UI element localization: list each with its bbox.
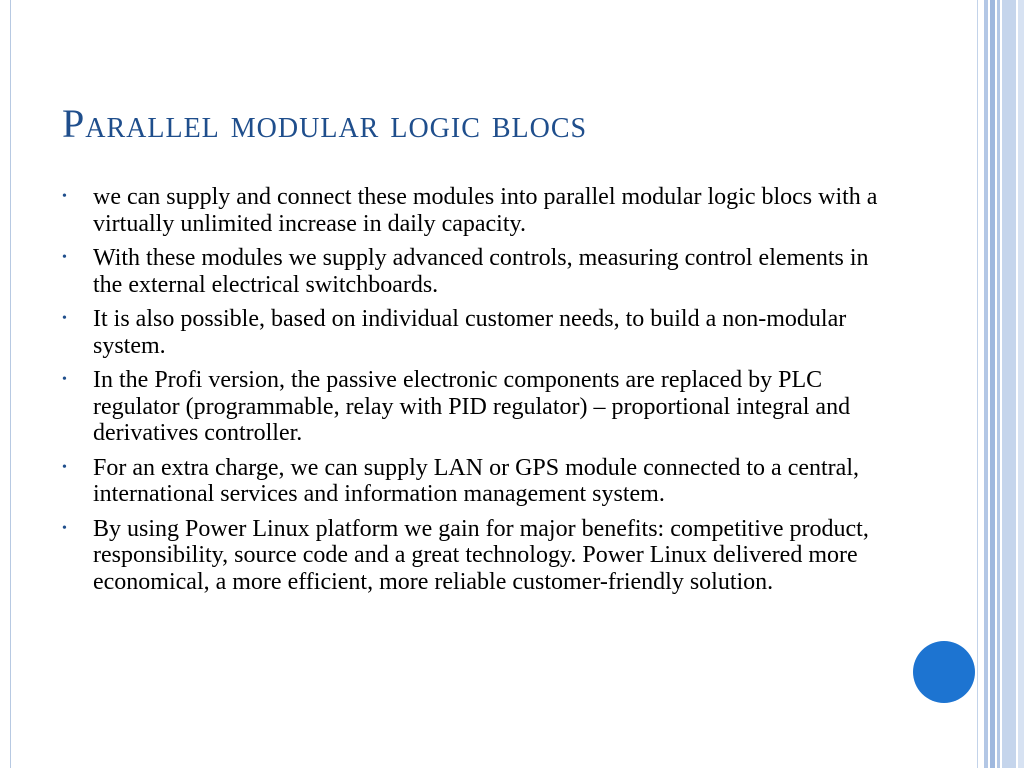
bullet-list [62, 184, 892, 603]
right-stripe [977, 0, 978, 768]
slide-title: Parallel modular logic blocs [62, 101, 588, 146]
right-stripe [997, 0, 1000, 768]
bullet-item [62, 306, 892, 359]
bullet-text: With these modules we supply advanced controls, measuring control elements in the external electrical switchboards. [93, 245, 869, 298]
bullet-text: For an extra charge, we can supply LAN or GPS module connected to a central, international services and information management system. [93, 454, 859, 507]
bullet-icon: • [62, 520, 67, 536]
right-stripe [1002, 0, 1016, 768]
bullet-icon: • [62, 250, 67, 265]
bullet-icon: • [62, 372, 67, 387]
bullet-text: It is also possible, based on individual customer needs, to build a non-modular system. [93, 306, 847, 359]
decorative-circle [913, 641, 975, 703]
bullet-text: In the Profi version, the passive electronic components are replaced by PLC regulator (programmable, relay with PID regulator) – proportional integral and derivatives controller. [93, 367, 851, 446]
bullet-text: By using Power Linux platform we gain for major benefits: competitive product, responsibility, source code and a great technology. Power Linux delivered more economical, a more efficient, more reliable customer-friendly solution. [93, 515, 869, 595]
bullet-item [62, 245, 892, 298]
left-border-line [10, 0, 11, 768]
bullet-item [62, 367, 892, 447]
bullet-icon: • [62, 459, 67, 475]
bullet-icon: • [62, 189, 67, 204]
bullet-text: we can supply and connect these modules into parallel modular logic blocs with a virtually unlimited increase in daily capacity. [93, 184, 878, 237]
bullet-item [62, 184, 892, 237]
right-stripe [990, 0, 995, 768]
bullet-icon: • [62, 311, 67, 326]
right-stripe [984, 0, 988, 768]
bullet-item [62, 516, 892, 596]
right-stripe [1018, 0, 1024, 768]
bullet-item [62, 455, 892, 508]
